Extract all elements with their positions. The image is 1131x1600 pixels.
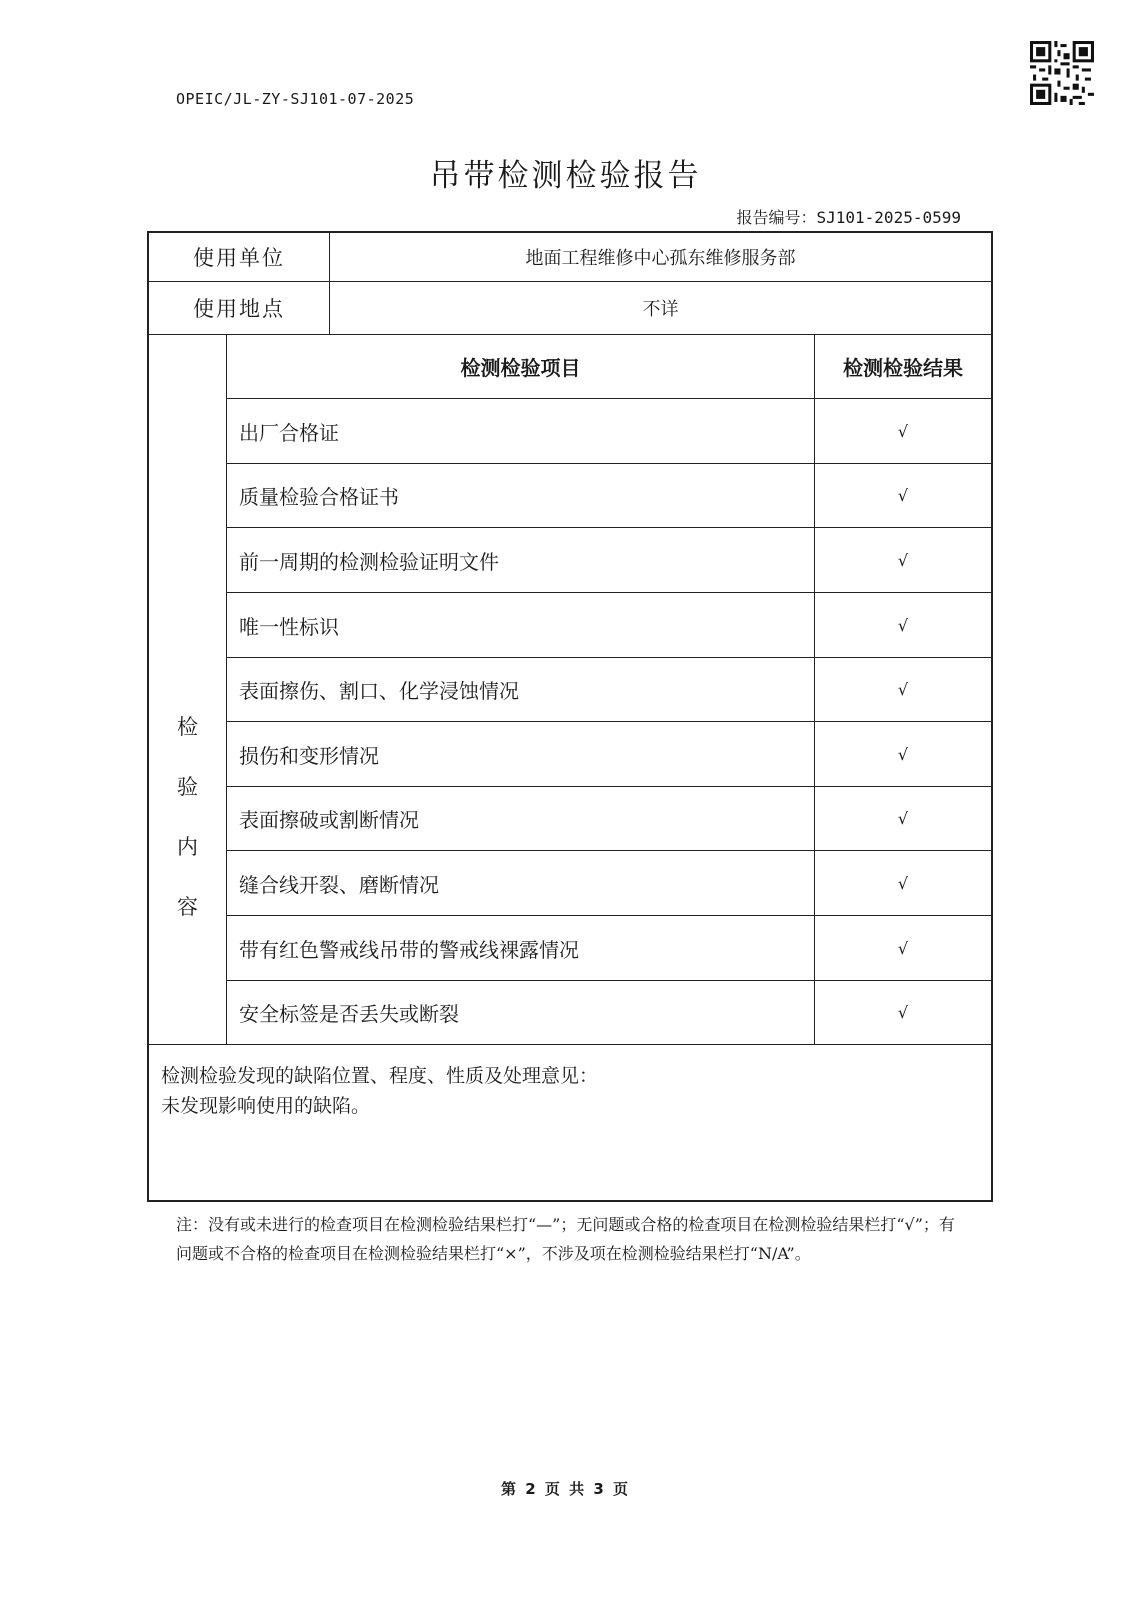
location-label: 使用地点 [193,297,285,321]
inspection-result: √ [897,680,909,699]
qr-code-icon [1030,41,1094,105]
unit-label: 使用单位 [193,246,285,270]
inspection-content-label [149,589,226,1045]
inspection-item: 唯一性标识 [239,614,339,639]
inspection-result: √ [897,486,909,505]
page-number: 第 2 页 共 3 页 [501,1480,630,1498]
inspection-item: 带有红色警戒线吊带的警戒线裸露情况 [239,937,579,962]
footnote: 注：没有或未进行的检查项目在检测检验结果栏打“—”；无问题或合格的检查项目在检测检验结果栏打“√”；有问题或不合格的检查项目在检测检验结果栏打“×”，不涉及项在检测检验结果栏打“N/A”。 [176,1215,955,1263]
inspection-item: 质量检验合格证书 [239,485,399,509]
report-number-value: SJ101-2025-0599 [816,208,961,227]
inspection-result: √ [897,1003,909,1022]
report-number [736,205,961,228]
inspection-result: √ [897,744,909,764]
inspection-result: √ [897,873,909,893]
inspection-item: 表面擦破或割断情况 [239,808,419,832]
inspection-result: √ [897,550,909,570]
inspection-item: 表面擦伤、割口、化学浸蚀情况 [239,679,519,703]
side-label-char: 容 [177,895,198,919]
result-column-header: 检测检验结果 [843,356,963,380]
side-label-char: 内 [177,835,198,859]
inspection-item: 安全标签是否丢失或断裂 [239,1002,459,1026]
item-column-header: 检测检验项目 [460,356,581,380]
inspection-item: 出厂合格证 [239,420,339,445]
findings-section [161,1061,598,1121]
inspection-result: √ [897,809,909,828]
location-value: 不详 [642,299,679,320]
inspection-table [147,231,993,1202]
inspection-result: √ [897,615,909,635]
findings-text: 未发现影响使用的缺陷。 [161,1095,371,1117]
side-label-char: 检 [177,715,198,739]
findings-label: 检测检验发现的缺陷位置、程度、性质及处理意见： [161,1065,599,1087]
inspection-result: √ [897,938,909,958]
document-code: OPEIC/JL-ZY-SJ101-07-2025 [176,90,415,108]
inspection-item: 前一周期的检测检验证明文件 [239,549,499,574]
inspection-item: 缝合线开裂、磨断情况 [239,872,439,897]
report-number-label: 报告编号： [736,208,817,227]
report-title: 吊带检测检验报告 [429,158,702,194]
unit-value: 地面工程维修中心孤东维修服务部 [525,248,796,269]
side-label-char: 验 [177,775,198,799]
inspection-result: √ [897,421,909,441]
inspection-item: 损伤和变形情况 [239,743,379,768]
